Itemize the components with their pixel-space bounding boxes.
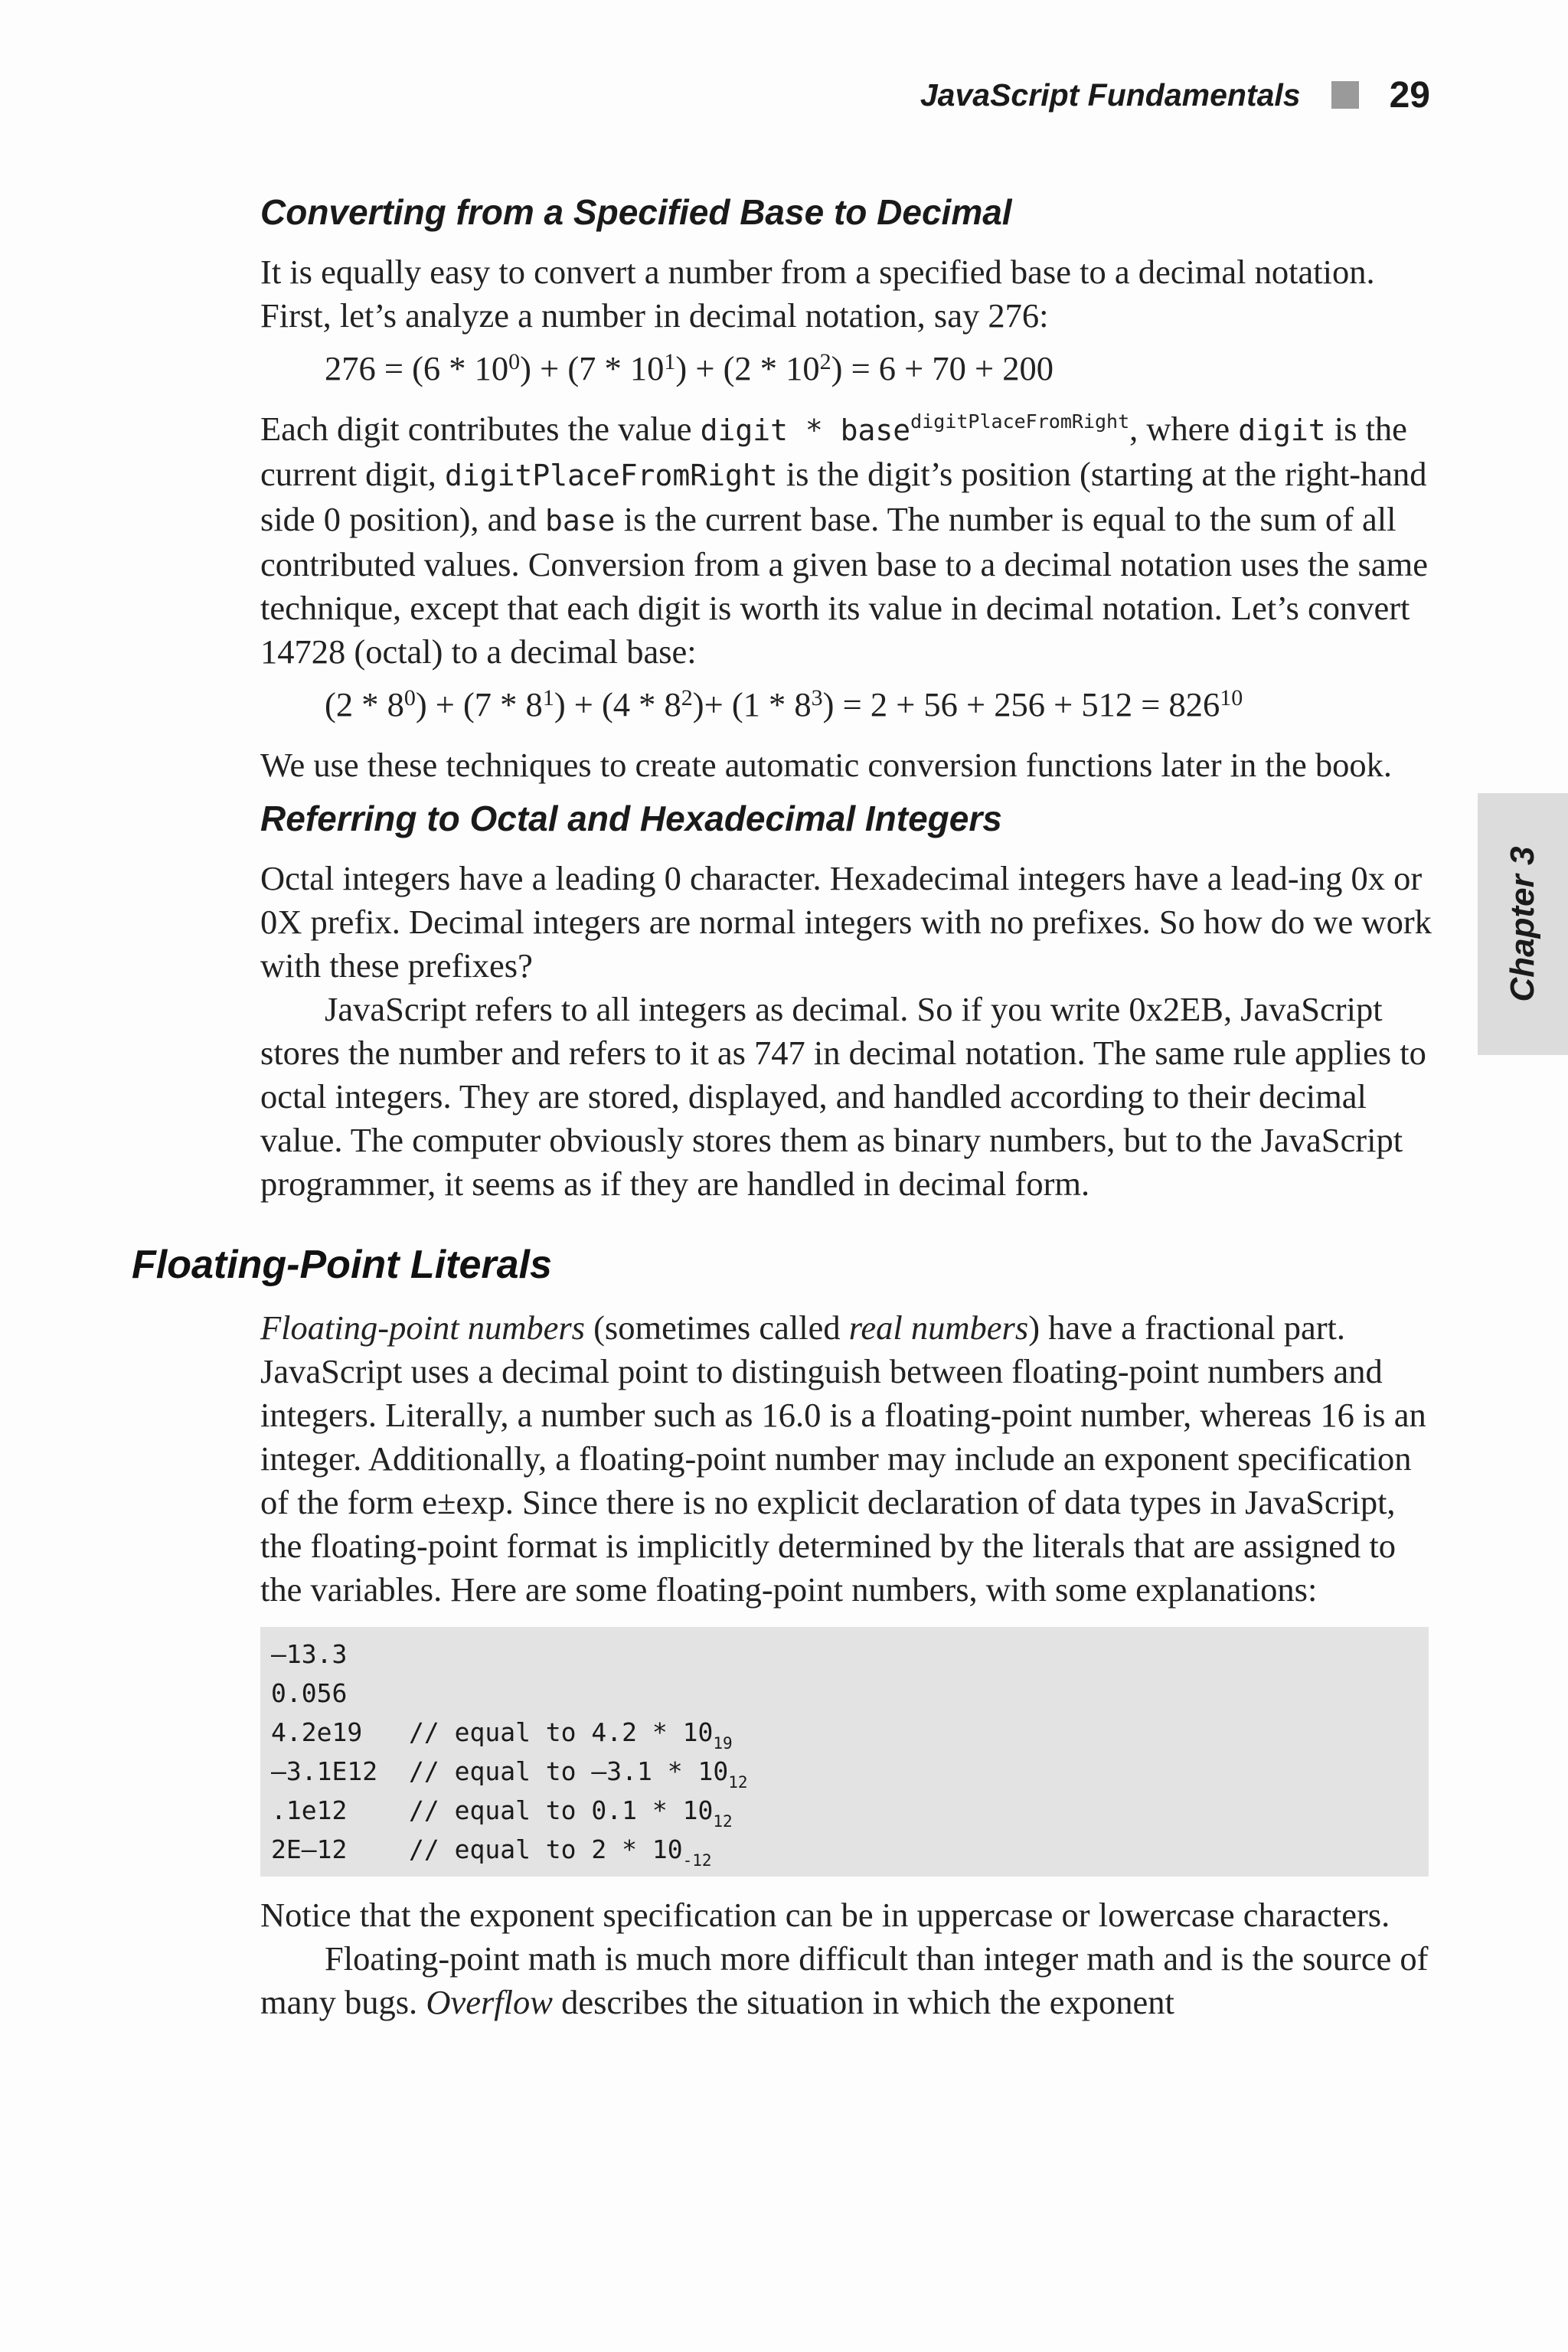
inline-code: base xyxy=(545,504,616,538)
subsection-heading-octal-hex: Referring to Octal and Hexadecimal Integers xyxy=(260,799,1002,839)
chapter-tab-label: Chapter 3 xyxy=(1504,846,1541,1002)
equation-text: ) + (4 * 8 xyxy=(554,685,681,724)
equation-decimal-276 xyxy=(325,347,1432,390)
text-run: describes the situation in which the exponent xyxy=(552,1982,1174,2021)
equation-text: ) + (2 * 10 xyxy=(675,349,820,388)
equation-text: ) = 6 + 70 + 200 xyxy=(831,349,1054,388)
main-content xyxy=(132,191,1432,2024)
code-comment xyxy=(409,1830,712,1869)
text-run: is the current base. The number is equal to the sum of all contributed values. Conversion from a given base to a decimal notation uses the same technique, except that each digit is worth its value in decimal notation. Let’s convert 14728 (octal) to a decimal base: xyxy=(260,500,1428,671)
emphasis-text: Overflow xyxy=(426,1982,553,2021)
code-exponent: 12 xyxy=(728,1772,748,1792)
exponent: 2 xyxy=(681,685,693,711)
code-comment xyxy=(409,1752,748,1791)
code-block xyxy=(260,1627,1429,1877)
code-comment-text: // equal to 2 * 10 xyxy=(409,1834,683,1864)
code-line xyxy=(271,1830,1429,1869)
code-line xyxy=(271,1752,1429,1791)
subsection-heading-base-to-decimal: Converting from a Specified Base to Decimal xyxy=(260,192,1012,232)
code-value: .1e12 xyxy=(271,1795,348,1825)
chapter-tab xyxy=(1478,793,1568,1055)
code-line xyxy=(271,1713,1429,1752)
code-comment xyxy=(409,1791,733,1830)
paragraph-overflow xyxy=(260,1937,1432,2024)
paragraph: We use these techniques to create automatic conversion functions later in the book. xyxy=(260,746,1393,785)
equation-text: )+ (1 * 8 xyxy=(692,685,812,724)
paragraph-digit-contribution xyxy=(260,407,1432,674)
exponent: 10 xyxy=(1220,685,1243,711)
equation-octal-conversion xyxy=(325,683,1432,727)
code-exponent: -12 xyxy=(682,1851,712,1870)
code-exponent: 19 xyxy=(713,1733,733,1753)
text-run: Each digit contributes the value xyxy=(260,410,701,449)
code-value: –3.1E12 xyxy=(271,1756,378,1786)
code-value: 2E–12 xyxy=(271,1834,348,1864)
code-comment-text: // equal to 4.2 * 10 xyxy=(409,1717,714,1747)
code-value: 0.056 xyxy=(271,1677,348,1708)
code-value: 4.2e19 xyxy=(271,1717,363,1747)
text-run: (sometimes called xyxy=(584,1308,849,1347)
paragraph: JavaScript refers to all integers as decimal. So if you write 0x2EB, JavaScript stores the number and refers to it as 747 in decimal notation. The same rule applies to octal integers. They are stored, displayed, and handled according to their decimal value. The computer obviously stores them as binary numbers, but to the JavaScript programmer, it seems as if they are handled in decimal form. xyxy=(260,990,1426,1204)
inline-code: digit xyxy=(1238,413,1326,448)
exponent: 2 xyxy=(819,349,831,375)
text-run: Floating-point math is much more difficult than integer math and is the source of many bugs. xyxy=(260,1939,1429,2021)
header-square-icon xyxy=(1331,81,1359,109)
code-comment-text: // equal to –3.1 * 10 xyxy=(409,1756,729,1786)
text-run: is the digit’s position (starting at the right-hand side 0 position), and xyxy=(260,455,1427,539)
equation-text: 276 = (6 * 10 xyxy=(325,349,509,388)
code-line xyxy=(271,1674,1429,1713)
running-header-title: JavaScript Fundamentals xyxy=(920,77,1301,113)
paragraph: It is equally easy to convert a number from a specified base to a decimal notation. First, let’s analyze a number in decimal notation, say 276: xyxy=(260,253,1375,335)
emphasis-text: Floating-point numbers xyxy=(260,1308,585,1347)
inline-code-superscript: digitPlaceFromRight xyxy=(910,410,1130,433)
text-run: is the current digit, xyxy=(260,410,1407,494)
inline-code: digitPlaceFromRight xyxy=(444,459,778,493)
exponent: 0 xyxy=(403,685,416,711)
text-run: , where xyxy=(1129,410,1239,449)
equation-text: ) = 2 + 56 + 256 + 512 = 826 xyxy=(822,685,1220,724)
code-exponent: 12 xyxy=(713,1811,733,1831)
code-line xyxy=(271,1635,1429,1674)
exponent: 1 xyxy=(542,685,554,711)
inline-code: digit * base xyxy=(700,413,911,448)
section-heading-floating-point: Floating-Point Literals xyxy=(132,1243,552,1288)
running-header xyxy=(920,72,1430,118)
paragraph: Notice that the exponent specification can be in uppercase or lowercase characters. xyxy=(260,1895,1390,1934)
paragraph-floating-point-intro xyxy=(260,1306,1432,1612)
equation-text: (2 * 8 xyxy=(325,685,404,724)
emphasis-text: real numbers xyxy=(848,1308,1029,1347)
code-comment-text: // equal to 0.1 * 10 xyxy=(409,1795,714,1825)
equation-text: ) + (7 * 8 xyxy=(415,685,543,724)
exponent: 3 xyxy=(811,685,823,711)
exponent: 0 xyxy=(508,349,521,375)
code-value: –13.3 xyxy=(271,1638,348,1669)
equation-text: ) + (7 * 10 xyxy=(520,349,665,388)
text-run: ) have a fractional part. JavaScript uses a decimal point to distinguish between floating-point numbers and integers. Literally, a number such as 16.0 is a floating-point number, whereas 16 is an integer. Additionally, a floating-point number may include an exponent specification of the form e±exp. Since there is no explicit declaration of data types in JavaScript, the floating-point format is implicitly determined by the literals that are assigned to the variables. Here are some floating-point numbers, with some explanations: xyxy=(260,1308,1426,1609)
code-line xyxy=(271,1791,1429,1830)
page-number: 29 xyxy=(1389,74,1430,116)
code-comment xyxy=(409,1713,733,1752)
paragraph: Octal integers have a leading 0 character. Hexadecimal integers have a lead-ing 0x or 0X prefix. Decimal integers are normal integers with no prefixes. So how do we work with these prefixes? xyxy=(260,859,1432,985)
exponent: 1 xyxy=(664,349,676,375)
